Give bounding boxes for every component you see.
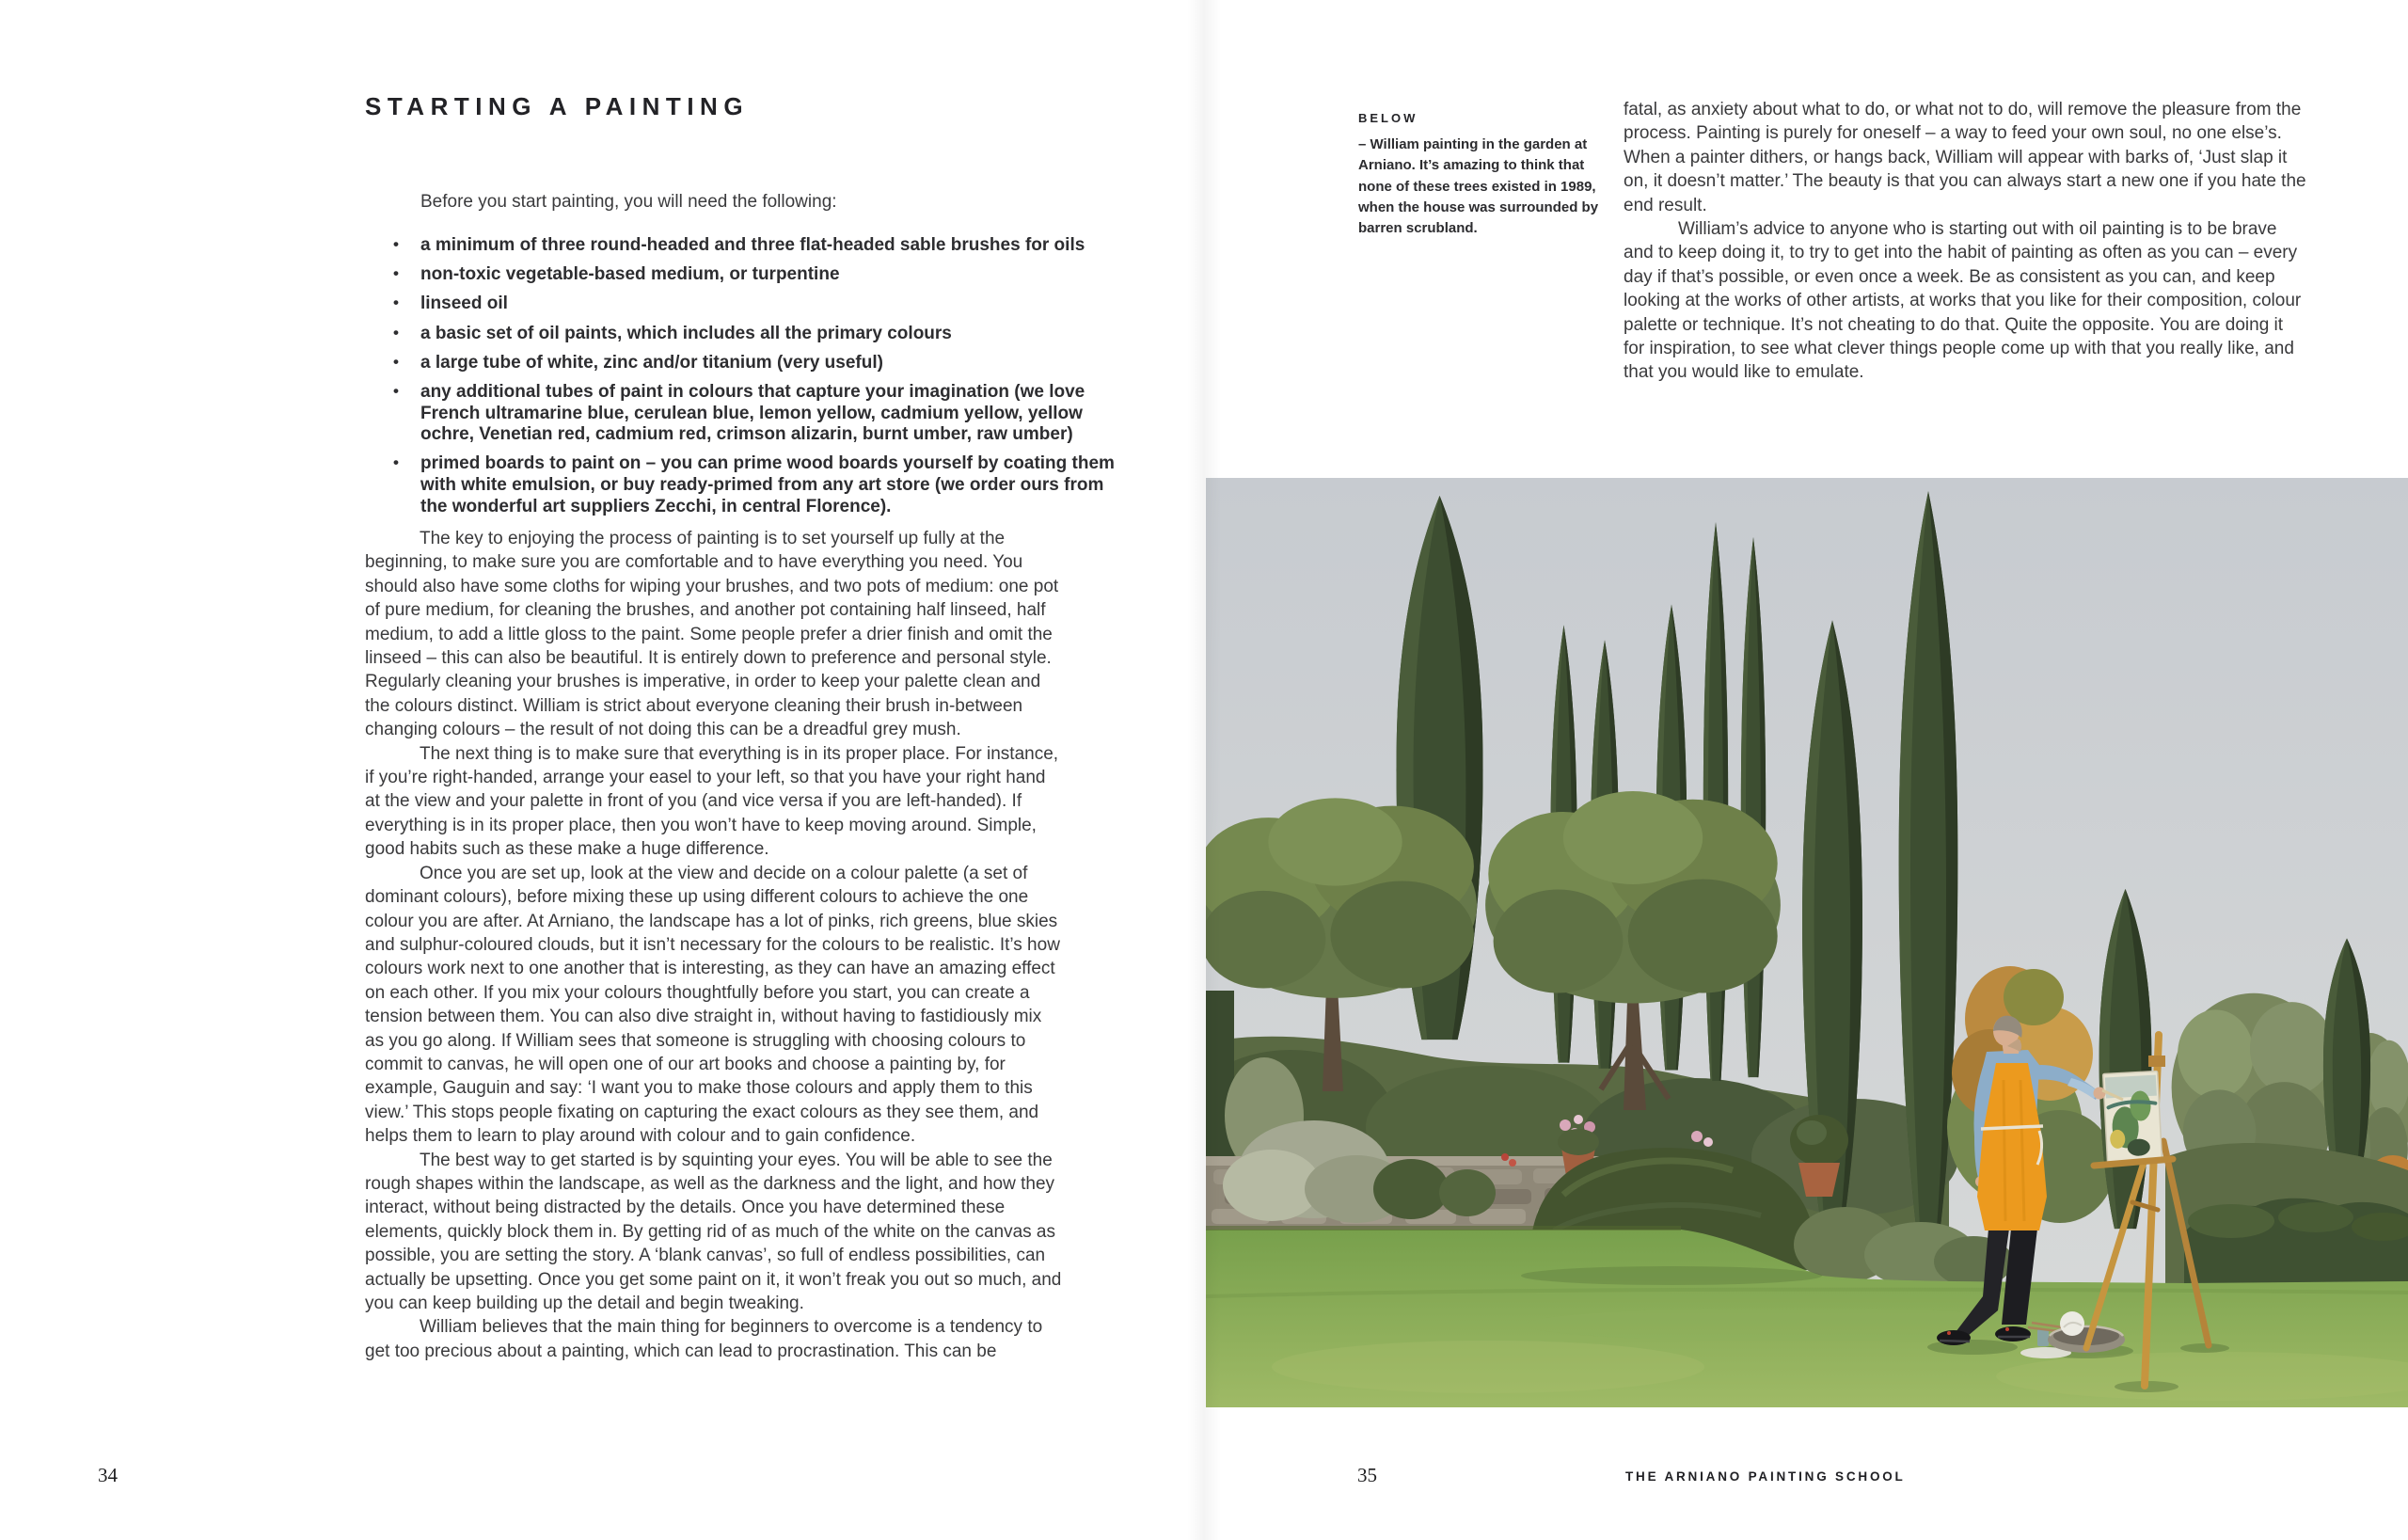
page-gutter-shadow: [1204, 0, 1221, 1540]
garden-photo: [1206, 478, 2408, 1407]
list-item: • any additional tubes of paint in colours that capture your imagination (we love French ultramarine blue, cerulean blue, lemon yellow, cadmium yellow, yellow ochre, Venetian red, cadmium red, crimson alizarin, burnt umber, raw umber): [420, 382, 1121, 446]
page-title: STARTING A PAINTING: [365, 92, 750, 120]
body-paragraph: William’s advice to anyone who is starting out with oil painting is to be brave and to keep doing it, to try to get into the habit of painting as often as you can – every day if that’s possible, or even once a week. Be as consistent as you can, and keep looking at the works of other artists, at works that you like for their composition, colour palette or technique. It’s not cheating to do that. Quite the opposite. You are doing it for inspiration, to see what clever things people come up with that you really like, and that you would like to emulate.: [1624, 219, 2302, 383]
intro-line: Before you start painting, you will need the following:: [420, 192, 837, 212]
page-number-left: 34: [98, 1464, 118, 1486]
list-item: • non-toxic vegetable-based medium, or turpentine: [420, 264, 1121, 286]
body-paragraph: William believes that the main thing for beginners to overcome is a tendency to get too precious about a painting, which can lead to procrastination. This can be: [365, 1317, 1043, 1361]
water-jar: [2037, 1329, 2049, 1346]
page-number-right: 35: [1357, 1464, 1377, 1486]
list-item: • primed boards to paint on – you can prime wood boards yourself by coating them with white emulsion, or buy ready-primed from any art store (we order ours from the wonderful art suppliers Zecchi, in central Florence).: [420, 453, 1121, 517]
body-paragraph: fatal, as anxiety about what to do, or what not to do, will remove the pleasure from the process. Painting is purely for oneself – a way to feed your own soul, no one else’s. When a painter dithers, or hangs back, William will appear with barks of, ‘Just slap it on, it doesn’t matter.’ The beauty is that you can always start a new one if you hate the end result.: [1624, 100, 2306, 215]
list-item: • a large tube of white, zinc and/or titanium (very useful): [420, 353, 1121, 374]
easel-clamp: [2148, 1056, 2165, 1067]
hedge-row: [2184, 1199, 2408, 1285]
list-item: • a basic set of oil paints, which includes all the primary colours: [420, 324, 1121, 345]
list-item: • a minimum of three round-headed and three flat-headed sable brushes for oils: [420, 235, 1121, 257]
page-gutter-shadow: [1187, 0, 1204, 1540]
caption-label: BELOW: [1358, 111, 1418, 125]
caption-text: – William painting in the garden at Arniano. It’s amazing to think that none of these trees existed in 1989, when the house was surrounded by barren scrubland.: [1358, 136, 1599, 237]
running-footer: THE ARNIANO PAINTING SCHOOL: [1625, 1469, 1906, 1484]
list-item: • linseed oil: [420, 294, 1121, 315]
body-paragraph: The key to enjoying the process of painting is to set yourself up fully at the beginning, to make sure you are comfortable and to have everything you need. You should also have some cloths for wiping your brushes, and two pots of medium: one pot of pure medium, for cleaning the brushes, and another pot containing half linseed, half medium, to add a little gloss to the paint. Some people prefer a drier finish and omit the linseed – this can also be beautiful. It is entirely down to preference and personal style. Regularly cleaning your brushes is imperative, in order to keep your palette clean and the colours distinct. William is strict about everyone cleaning their brush in-between changing colours – the result of not doing this can be a dreadful grey mush.: [365, 529, 1059, 740]
right-text-column: [1624, 98, 2306, 385]
body-paragraph: The best way to get started is by squinting your eyes. You will be able to see the rough shapes within the landscape, as well as the darkness and the light, and how they interact, without being distracted by the details. Once you have determined these elements, quickly block them in. By getting rid of as much of the white on the canvas as possible, you are setting the story. A ‘blank canvas’, so full of endless possibilities, can actually be upsetting. Once you get some paint on it, it won’t freak you out so much, and you can keep building up the detail and begin tweaking.: [365, 1150, 1062, 1313]
photo-caption: [1358, 111, 1622, 239]
canvas: [2103, 1072, 2162, 1163]
materials-list: [365, 235, 1121, 526]
garden-photo-illustration: [1206, 478, 2408, 1407]
left-text-column: [365, 527, 1063, 1363]
body-paragraph: Once you are set up, look at the view and decide on a colour palette (a set of dominant colours), before mixing these up using different colours to achieve the one colour you are after. At Arniano, the landscape has a lot of pinks, rich greens, blue skies and sulphur-coloured clouds, but it isn’t necessary for the colours to be realistic. It’s how colours work next to one another that is interesting, as they can have an amazing effect on each other. If you mix your colours thoughtfully before you start, you can create a tension between them. You can also dive straight in, without having to fastidiously mix as you go along. If William sees that someone is struggling with choosing colours to commit to canvas, he will open one of our art books and choose a painting by, for example, Gauguin and say: ‘I want you to make those colours and apply them to this view.’ This stops people fixating on capturing the exact colours as they see them, and helps them to learn to play around with colour and to gain confidence.: [365, 863, 1060, 1147]
painter-hand: [2094, 1088, 2106, 1100]
body-paragraph: The next thing is to make sure that everything is in its proper place. For instance, if you’re right-handed, arrange your easel to your left, so that you have your right hand at the view and your palette in front of you (and vice versa if you are left-handed). If everything is in its proper place, then you won’t have to keep moving around. Simple, good habits such as these make a huge difference.: [365, 743, 1059, 860]
